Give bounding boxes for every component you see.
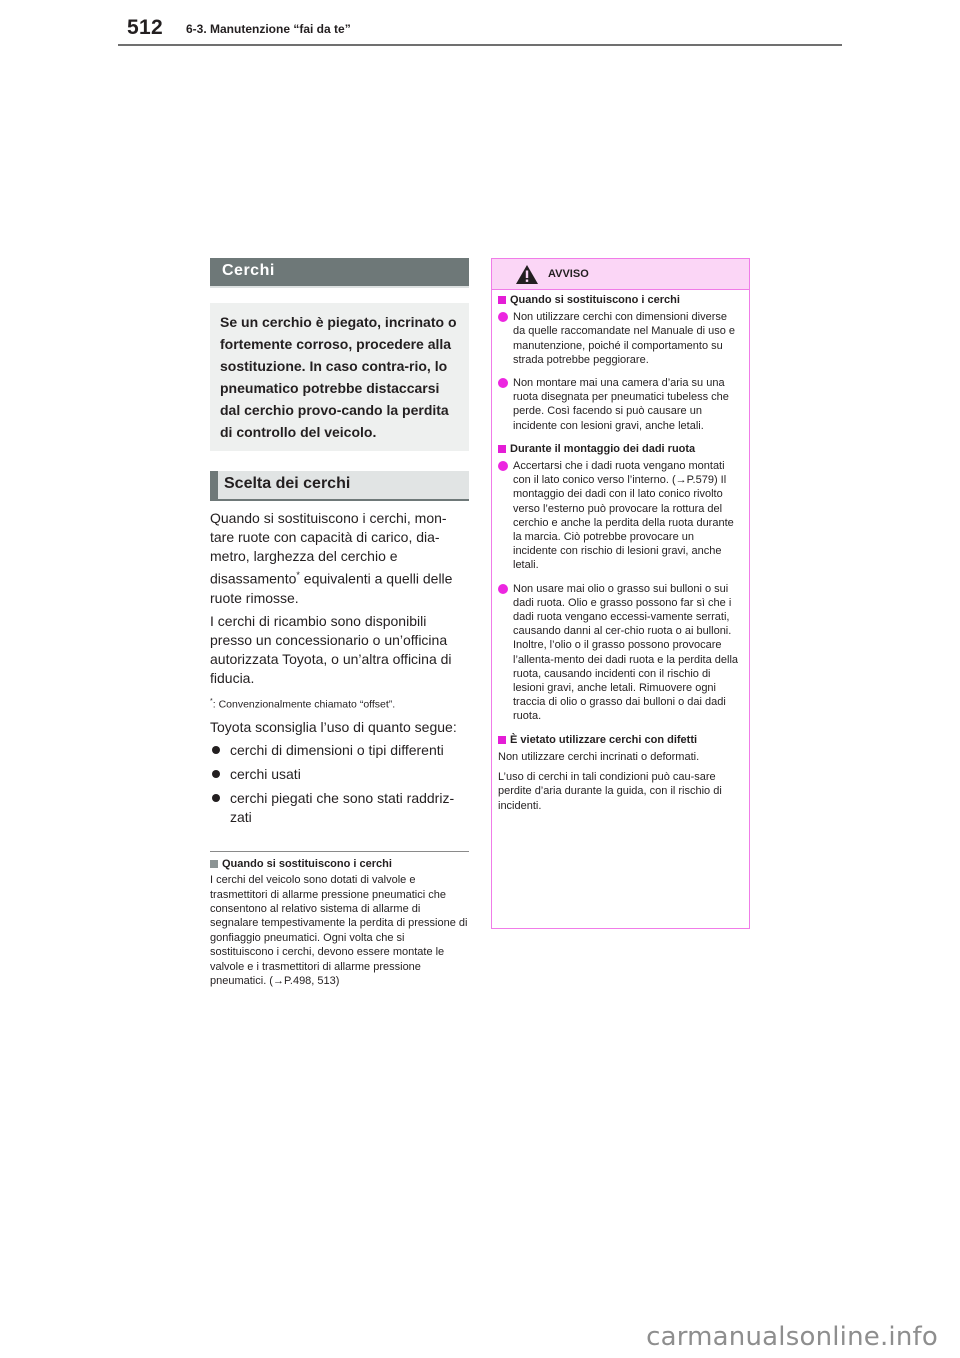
info-text: I cerchi del veicolo sono dotati di valvole e trasmettitori di allarme pressione pneumatici che consentono al relativo sistema di allarme di segnalare tempestivamente la perdita di pressione di gonfiaggio pneumatici. Ogni volta che si sostituiscono i cerchi, devono essere montate le valvole e i trasmettitori di allarme pressione pneumatici. (→P.498, 513) xyxy=(210,874,468,987)
square-bullet-icon xyxy=(210,860,218,868)
bullet-icon xyxy=(212,746,220,754)
paragraph-1: Quando si sostituiscono i cerchi, mon-tare ruote con capacità di carico, dia-metro, larghezza del cerchio e disassamento* equivalenti a quelli delle ruote rimosse. xyxy=(210,510,453,606)
bullet-icon xyxy=(212,770,220,778)
header-divider xyxy=(118,44,842,46)
warning-title: AVVISO xyxy=(548,268,589,280)
list-item: cerchi usati xyxy=(210,765,469,784)
warning-box xyxy=(491,258,750,929)
body-text xyxy=(210,509,469,827)
left-column xyxy=(210,258,469,988)
paragraph-2: I cerchi di ricambio sono disponibili presso un concessionario o un’officina autorizzata Toyota, o un’altra officina di fiducia. xyxy=(210,612,452,686)
bullet-icon xyxy=(498,378,508,388)
info-title: Quando si sostituiscono i cerchi xyxy=(210,858,469,870)
bullet-icon xyxy=(498,584,508,594)
info-divider xyxy=(210,851,469,852)
warning-header xyxy=(492,259,749,290)
square-bullet-icon xyxy=(498,296,506,304)
bullet-icon xyxy=(498,461,508,471)
paragraph-3: Toyota sconsiglia l’uso di quanto segue: xyxy=(210,719,457,736)
warning-paragraph: L’uso di cerchi in tali condizioni può cau-sare perdite d’aria durante la guida, con il rischio di incidenti. xyxy=(498,771,722,812)
warning-section-title: Quando si sostituiscono i cerchi xyxy=(498,293,741,307)
warning-section-title: Durante il montaggio dei dadi ruota xyxy=(498,442,741,456)
footnote-marker: * xyxy=(296,570,300,580)
warning-item: Accertarsi che i dadi ruota vengano montati con il lato conico verso l’interno. (→P.579) Il montaggio dei dadi con il lato conico rivolto verso l’esterno può provocare la rottura del cerchio e anche la perdita della ruota durante la marcia. Ciò potrebbe provocare un incidente con rischio di lesioni gravi, anche letali. xyxy=(498,459,741,573)
square-bullet-icon xyxy=(498,445,506,453)
warning-section-title: È vietato utilizzare cerchi con difetti xyxy=(498,733,741,747)
footnote: *: Convenzionalmente chiamato “offset”. xyxy=(210,697,396,711)
page-number: 512 xyxy=(127,16,163,39)
warning-item: Non utilizzare cerchi con dimensioni diverse da quelle raccomandate nel Manuale di uso e manutenzione, poiché il comportamento su strada potrebbe peggiorare. xyxy=(498,310,741,367)
square-bullet-icon xyxy=(498,736,506,744)
list-item: cerchi di dimensioni o tipi differenti xyxy=(210,741,469,760)
warning-body xyxy=(492,290,749,813)
list-item: cerchi piegati che sono stati raddriz-zati xyxy=(210,789,469,827)
section-title-scelta: Scelta dei cerchi xyxy=(210,471,469,501)
summary-box: Se un cerchio è piegato, incrinato o fortemente corroso, procedere alla sostituzione. In caso contra-rio, lo pneumatico potrebbe distaccarsi dal cerchio provo-cando la perdita di controllo del veicolo. xyxy=(210,303,469,451)
bullet-icon xyxy=(212,794,220,802)
warning-triangle-icon xyxy=(516,265,538,284)
section-title-cerchi: Cerchi xyxy=(210,258,469,288)
chapter-title: 6-3. Manutenzione “fai da te” xyxy=(186,22,351,36)
warning-item: Non montare mai una camera d’aria su una ruota disegnata per pneumatici tubeless che perde. Così facendo si può causare un incidente con lesioni gravi, anche letali. xyxy=(498,376,741,433)
watermark: carmanualsonline.info xyxy=(646,1322,938,1352)
bullet-icon xyxy=(498,312,508,322)
bullet-list xyxy=(210,741,469,827)
warning-item: Non usare mai olio o grasso sui bulloni o sui dadi ruota. Olio e grasso possono far sì che i dadi ruota vengano eccessi-vamente serrati, causando danni al cer-chio ruota o ai bulloni. Inoltre, l’olio o il grasso possono provocare l’allenta-mento dei dadi ruota e la perdita della ruota, causando incidenti con il rischio di lesioni gravi, anche letali. Rimuovere ogni traccia di olio o grasso dai bulloni o dai dadi ruota. xyxy=(498,582,741,724)
warning-paragraph: Non utilizzare cerchi incrinati o deformati. xyxy=(498,750,700,763)
